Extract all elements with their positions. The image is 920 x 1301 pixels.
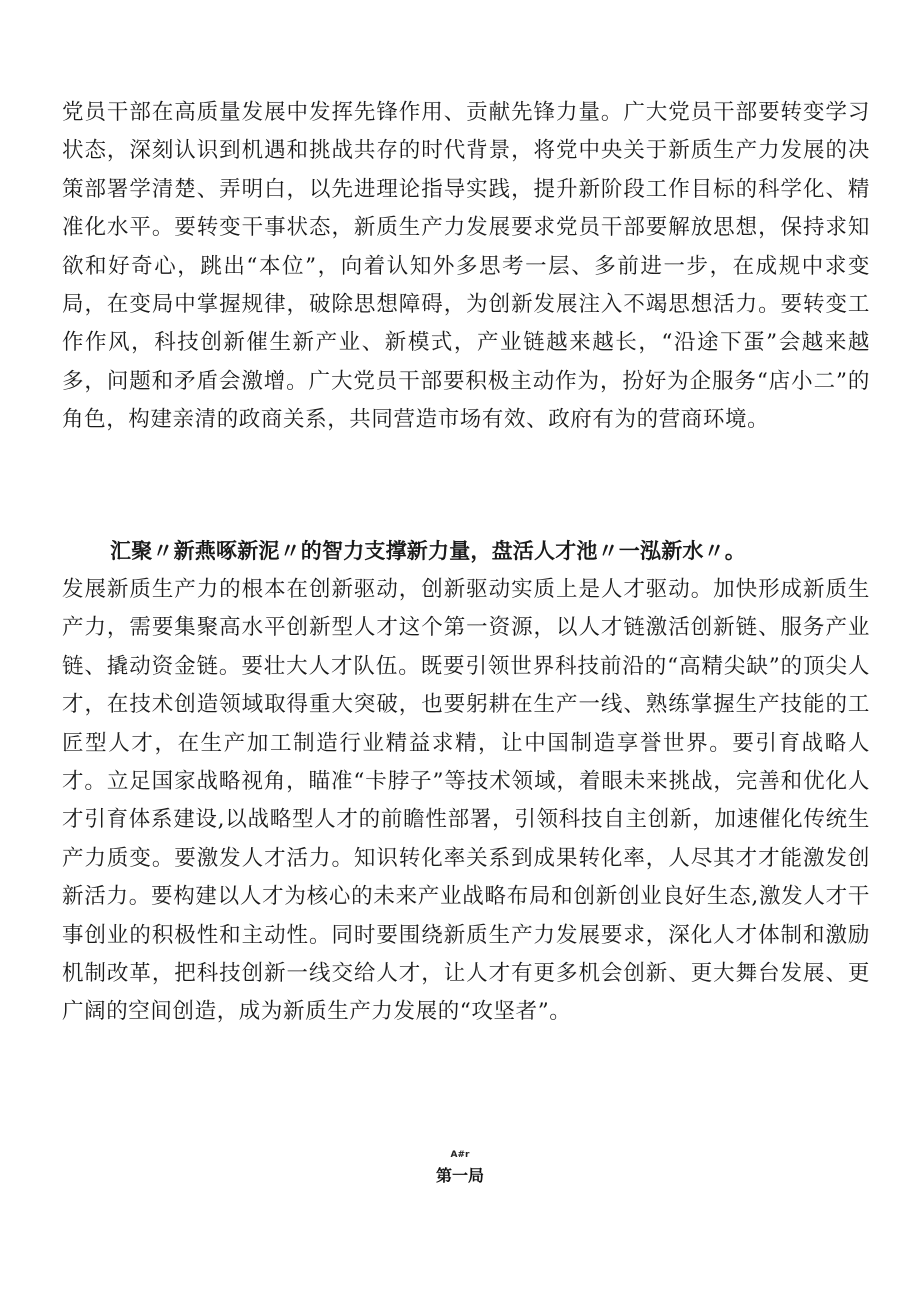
page-number-label: 第一局 (435, 1166, 484, 1185)
footer-mark: A#r (450, 1150, 470, 1160)
section-heading: 汇聚〃新燕啄新泥〃的智力支撑新力量，盘活人才池〃一泓新水〃。 (110, 539, 746, 563)
body-paragraph-1: 党员干部在高质量发展中发挥先锋作用、贡献先锋力量。广大党员干部要转变学习状态，深刻认识到机遇和挑战共存的时代背景，将党中央关于新质生产力发展的决策部署学清楚、弄明白，以先进理论指导实践，提升新阶段工作目标的科学化、精准化水平。要转变干事状态，新质生产力发展要求党员干部要解放思想，保持求知欲和好奇心，跳出“本位”，向着认知外多思考一层、多前进一步，在成规中求变局，在变局中掌握规律，破除思想障碍，为创新发展注入不竭思想活力。要转变工作作风，科技创新催生新产业、新模式，产业链越来越长，“沿途下蛋”会越来越多，问题和矛盾会激增。广大党员干部要积极主动作为，扮好为企服务“店小二”的角色，构建亲清的政商关系，共同营造市场有效、政府有为的营商环境。 (62, 100, 870, 433)
body-paragraph-2: 发展新质生产力的根本在创新驱动，创新驱动实质上是人才驱动。加快形成新质生产力，需要集聚高水平创新型人才这个第一资源，以人才链激活创新链、服务产业链、撬动资金链。要壮大人才队伍。既要引领世界科技前沿的“高精尖缺”的顶尖人才，在技术创造领域取得重大突破，也要躬耕在生产一线、熟练掌握生产技能的工匠型人才，在生产加工制造行业精益求精，让中国制造享誉世界。要引育战略人才。立足国家战略视角，瞄准“卡脖子”等技术领域，着眼未来挑战，完善和优化人才引育体系建设,以战略型人才的前瞻性部署，引领科技自主创新，加速催化传统生产力质变。要激发人才活力。知识转化率关系到成果转化率，人尽其才才能激发创新活力。要构建以人才为核心的未来产业战略布局和创新创业良好生态,激发人才干事创业的积极性和主动性。同时要围绕新质生产力发展要求，深化人才体制和激励机制改革，把科技创新一线交给人才，让人才有更多机会创新、更大舞台发展、更广阔的空间创造，成为新质生产力发展的“攻坚者”。 (62, 577, 870, 1025)
